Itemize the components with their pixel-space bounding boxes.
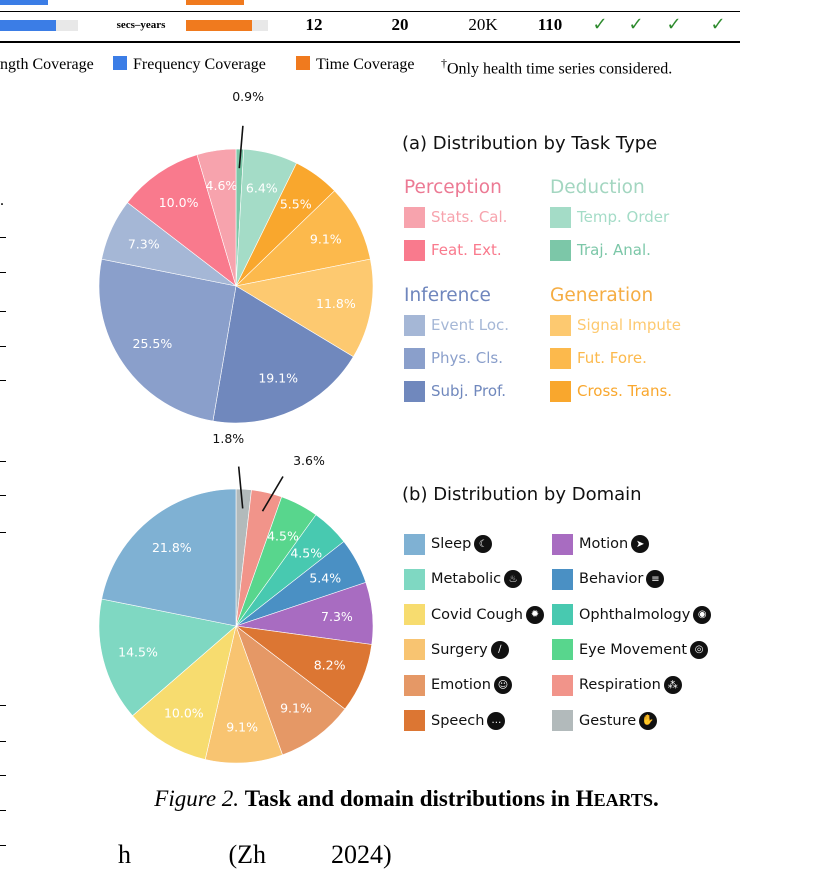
phone-icon: ≡	[646, 570, 664, 588]
task-type-chart-title: (a) Distribution by Task Type	[402, 133, 658, 154]
table-cell-value-1: 12	[305, 15, 323, 34]
legend-label: Gesture	[579, 712, 637, 729]
pie-slice-label: 7.3%	[127, 236, 160, 252]
table-rule-bottom	[0, 41, 740, 43]
legend-swatch	[404, 315, 425, 336]
table-legend-frequency-label: Frequency Coverage	[133, 56, 266, 73]
legend-item-behavior	[552, 568, 664, 590]
frequency-coverage-fill	[0, 20, 56, 31]
legend-item-motion	[552, 533, 649, 555]
time-coverage-bar	[186, 20, 268, 31]
legend-item-feat-ext	[404, 239, 502, 261]
pie-slice-label: 5.4%	[309, 570, 342, 586]
legend-swatch	[404, 207, 425, 228]
legend-item-covid-cough	[404, 604, 544, 626]
pie-slice-label: 4.5%	[290, 545, 323, 561]
legend-label: Subj. Prof.	[431, 382, 507, 400]
legend-swatch	[550, 207, 571, 228]
legend-label: Emotion	[431, 677, 491, 694]
pie-slice-label: 10.0%	[163, 705, 204, 721]
legend-item-gesture	[552, 710, 657, 732]
legend-item-temp-order	[550, 206, 669, 228]
legend-label: Covid Cough	[431, 606, 523, 623]
legend-swatch	[552, 710, 573, 731]
eye-movement-icon: ◎	[690, 641, 708, 659]
legend-item-surgery	[404, 639, 509, 661]
check-icon: ✓	[666, 14, 682, 35]
table-footnote	[441, 56, 672, 78]
pie-slice-label: 21.8%	[151, 540, 192, 556]
caption-label: Figure 2.	[154, 786, 240, 811]
margin-mark: .	[0, 192, 4, 209]
pie-slice-label: 0.9%	[232, 89, 264, 105]
lungs-icon: ⁂	[664, 676, 682, 694]
legend-label: Ophthalmology	[579, 606, 691, 623]
table-cell-value-3: 20K	[468, 15, 498, 34]
legend-item-fut-fore	[550, 347, 647, 369]
smiley-icon: ☺	[494, 676, 512, 694]
task-type-pie-chart	[0, 90, 400, 440]
flame-icon: ♨	[504, 570, 522, 588]
legend-group-perception: Perception	[404, 177, 502, 198]
legend-swatch	[404, 710, 425, 731]
table-rule-top	[0, 11, 740, 12]
pie-slice-label: 10.0%	[158, 194, 199, 210]
legend-item-eye-movement	[552, 639, 708, 661]
table-legend-time-label: Time Coverage	[316, 56, 415, 73]
legend-item-signal-impute	[550, 314, 681, 336]
time-swatch	[296, 56, 310, 70]
running-icon: ➤	[631, 535, 649, 553]
pie-slice-label: 6.4%	[245, 180, 278, 196]
table-legend-time	[296, 56, 415, 74]
sleep-icon: ☾	[474, 535, 492, 553]
speech-bubble-icon: …	[487, 712, 505, 730]
legend-swatch	[552, 534, 573, 555]
legend-label: Metabolic	[431, 571, 502, 588]
legend-swatch	[552, 639, 573, 660]
pie-slice-label: 1.8%	[212, 431, 245, 447]
legend-item-speech	[404, 710, 505, 732]
table-partial-row	[0, 0, 740, 6]
legend-swatch	[550, 381, 571, 402]
legend-group-inference: Inference	[404, 285, 491, 306]
pie-slice-label: 14.5%	[118, 644, 158, 660]
legend-swatch	[552, 675, 573, 696]
legend-swatch	[404, 381, 425, 402]
legend-item-respiration	[552, 674, 682, 696]
legend-label: Surgery	[431, 641, 488, 658]
pie-slice-label: 4.5%	[267, 528, 299, 544]
virus-icon: ✹	[526, 606, 544, 624]
scalpel-icon: ∕	[491, 641, 509, 659]
legend-label: Behavior	[579, 571, 644, 588]
legend-label: Traj. Anal.	[577, 241, 651, 259]
legend-item-sleep	[404, 533, 492, 555]
table-legend-length	[0, 56, 94, 74]
legend-label: Signal Impute	[577, 316, 682, 334]
pie-slice-label: 9.1%	[309, 231, 342, 247]
table-cell-range: secs–years	[116, 19, 166, 31]
table-legend-frequency	[113, 56, 266, 74]
legend-item-subj-prof	[404, 380, 506, 402]
legend-swatch	[404, 604, 425, 625]
body-text-cut: h (Zh 2024)	[118, 840, 392, 869]
pie-slice-label: 5.5%	[279, 196, 312, 212]
legend-label: Motion	[579, 536, 629, 552]
legend-swatch	[404, 240, 425, 261]
legend-group-generation: Generation	[550, 285, 654, 306]
legend-item-traj-anal	[550, 239, 651, 261]
margin-tick	[0, 775, 6, 776]
check-icon: ✓	[710, 14, 726, 35]
legend-swatch	[404, 534, 425, 555]
legend-label: Eye Movement	[579, 641, 688, 658]
time-coverage-fill	[186, 20, 252, 31]
legend-swatch	[552, 604, 573, 625]
legend-swatch	[404, 639, 425, 660]
eye-icon: ◉	[693, 606, 711, 624]
legend-swatch	[404, 675, 425, 696]
legend-label: Respiration	[579, 677, 661, 694]
pie-slice-label: 7.3%	[321, 608, 353, 624]
caption-text: Task and domain distributions in HEARTS.	[244, 786, 659, 811]
caption-smallcaps: EARTS	[593, 790, 653, 810]
table-cell-value-2: 20	[391, 15, 409, 34]
hand-icon: ✋	[639, 712, 657, 730]
table-legend-length-label: ngth Coverage	[0, 56, 94, 73]
frequency-coverage-bar	[0, 20, 78, 31]
pie-slice-label: 4.6%	[205, 178, 238, 194]
legend-label: Fut. Fore.	[577, 349, 647, 367]
domain-pie-chart	[0, 431, 400, 770]
legend-item-metabolic	[404, 568, 522, 590]
legend-label: Speech	[431, 712, 485, 729]
pie-slice-label: 25.5%	[132, 335, 173, 351]
legend-swatch	[550, 348, 571, 369]
legend-swatch	[550, 240, 571, 261]
figure-caption	[0, 786, 813, 812]
pie-slice-label: 19.1%	[258, 370, 299, 386]
legend-group-deduction: Deduction	[550, 177, 645, 198]
legend-swatch	[404, 348, 425, 369]
pie-slice-label: 3.6%	[293, 452, 325, 468]
legend-item-emotion	[404, 674, 512, 696]
pie-slice-label: 9.1%	[226, 719, 258, 735]
table-cell-value-4: 110	[537, 15, 563, 34]
pie-slice-label: 11.8%	[316, 295, 356, 311]
margin-tick	[0, 845, 6, 846]
legend-label: Feat. Ext.	[431, 241, 502, 259]
legend-swatch	[550, 315, 571, 336]
check-icon: ✓	[592, 14, 608, 35]
check-icon: ✓	[628, 14, 644, 35]
legend-item-event-loc	[404, 314, 509, 336]
frequency-swatch	[113, 56, 127, 70]
legend-label: Stats. Cal.	[431, 208, 508, 226]
legend-label: Temp. Order	[577, 208, 670, 226]
legend-label: Phys. Cls.	[431, 349, 504, 367]
legend-item-ophthalmology	[552, 604, 711, 626]
dagger-mark: †	[441, 56, 447, 70]
table-footnote-text: Only health time series considered.	[447, 60, 673, 78]
legend-swatch	[404, 569, 425, 590]
legend-item-cross-trans	[550, 380, 672, 402]
legend-swatch	[552, 569, 573, 590]
domain-chart-title: (b) Distribution by Domain	[402, 484, 642, 505]
legend-label: Sleep	[431, 536, 472, 552]
legend-label: Event Loc.	[431, 316, 510, 334]
legend-item-stats-cal	[404, 206, 507, 228]
legend-item-phys-cls	[404, 347, 503, 369]
legend-label: Cross. Trans.	[577, 382, 673, 400]
pie-slice-label: 8.2%	[313, 657, 346, 673]
pie-slice-label: 9.1%	[280, 700, 312, 716]
